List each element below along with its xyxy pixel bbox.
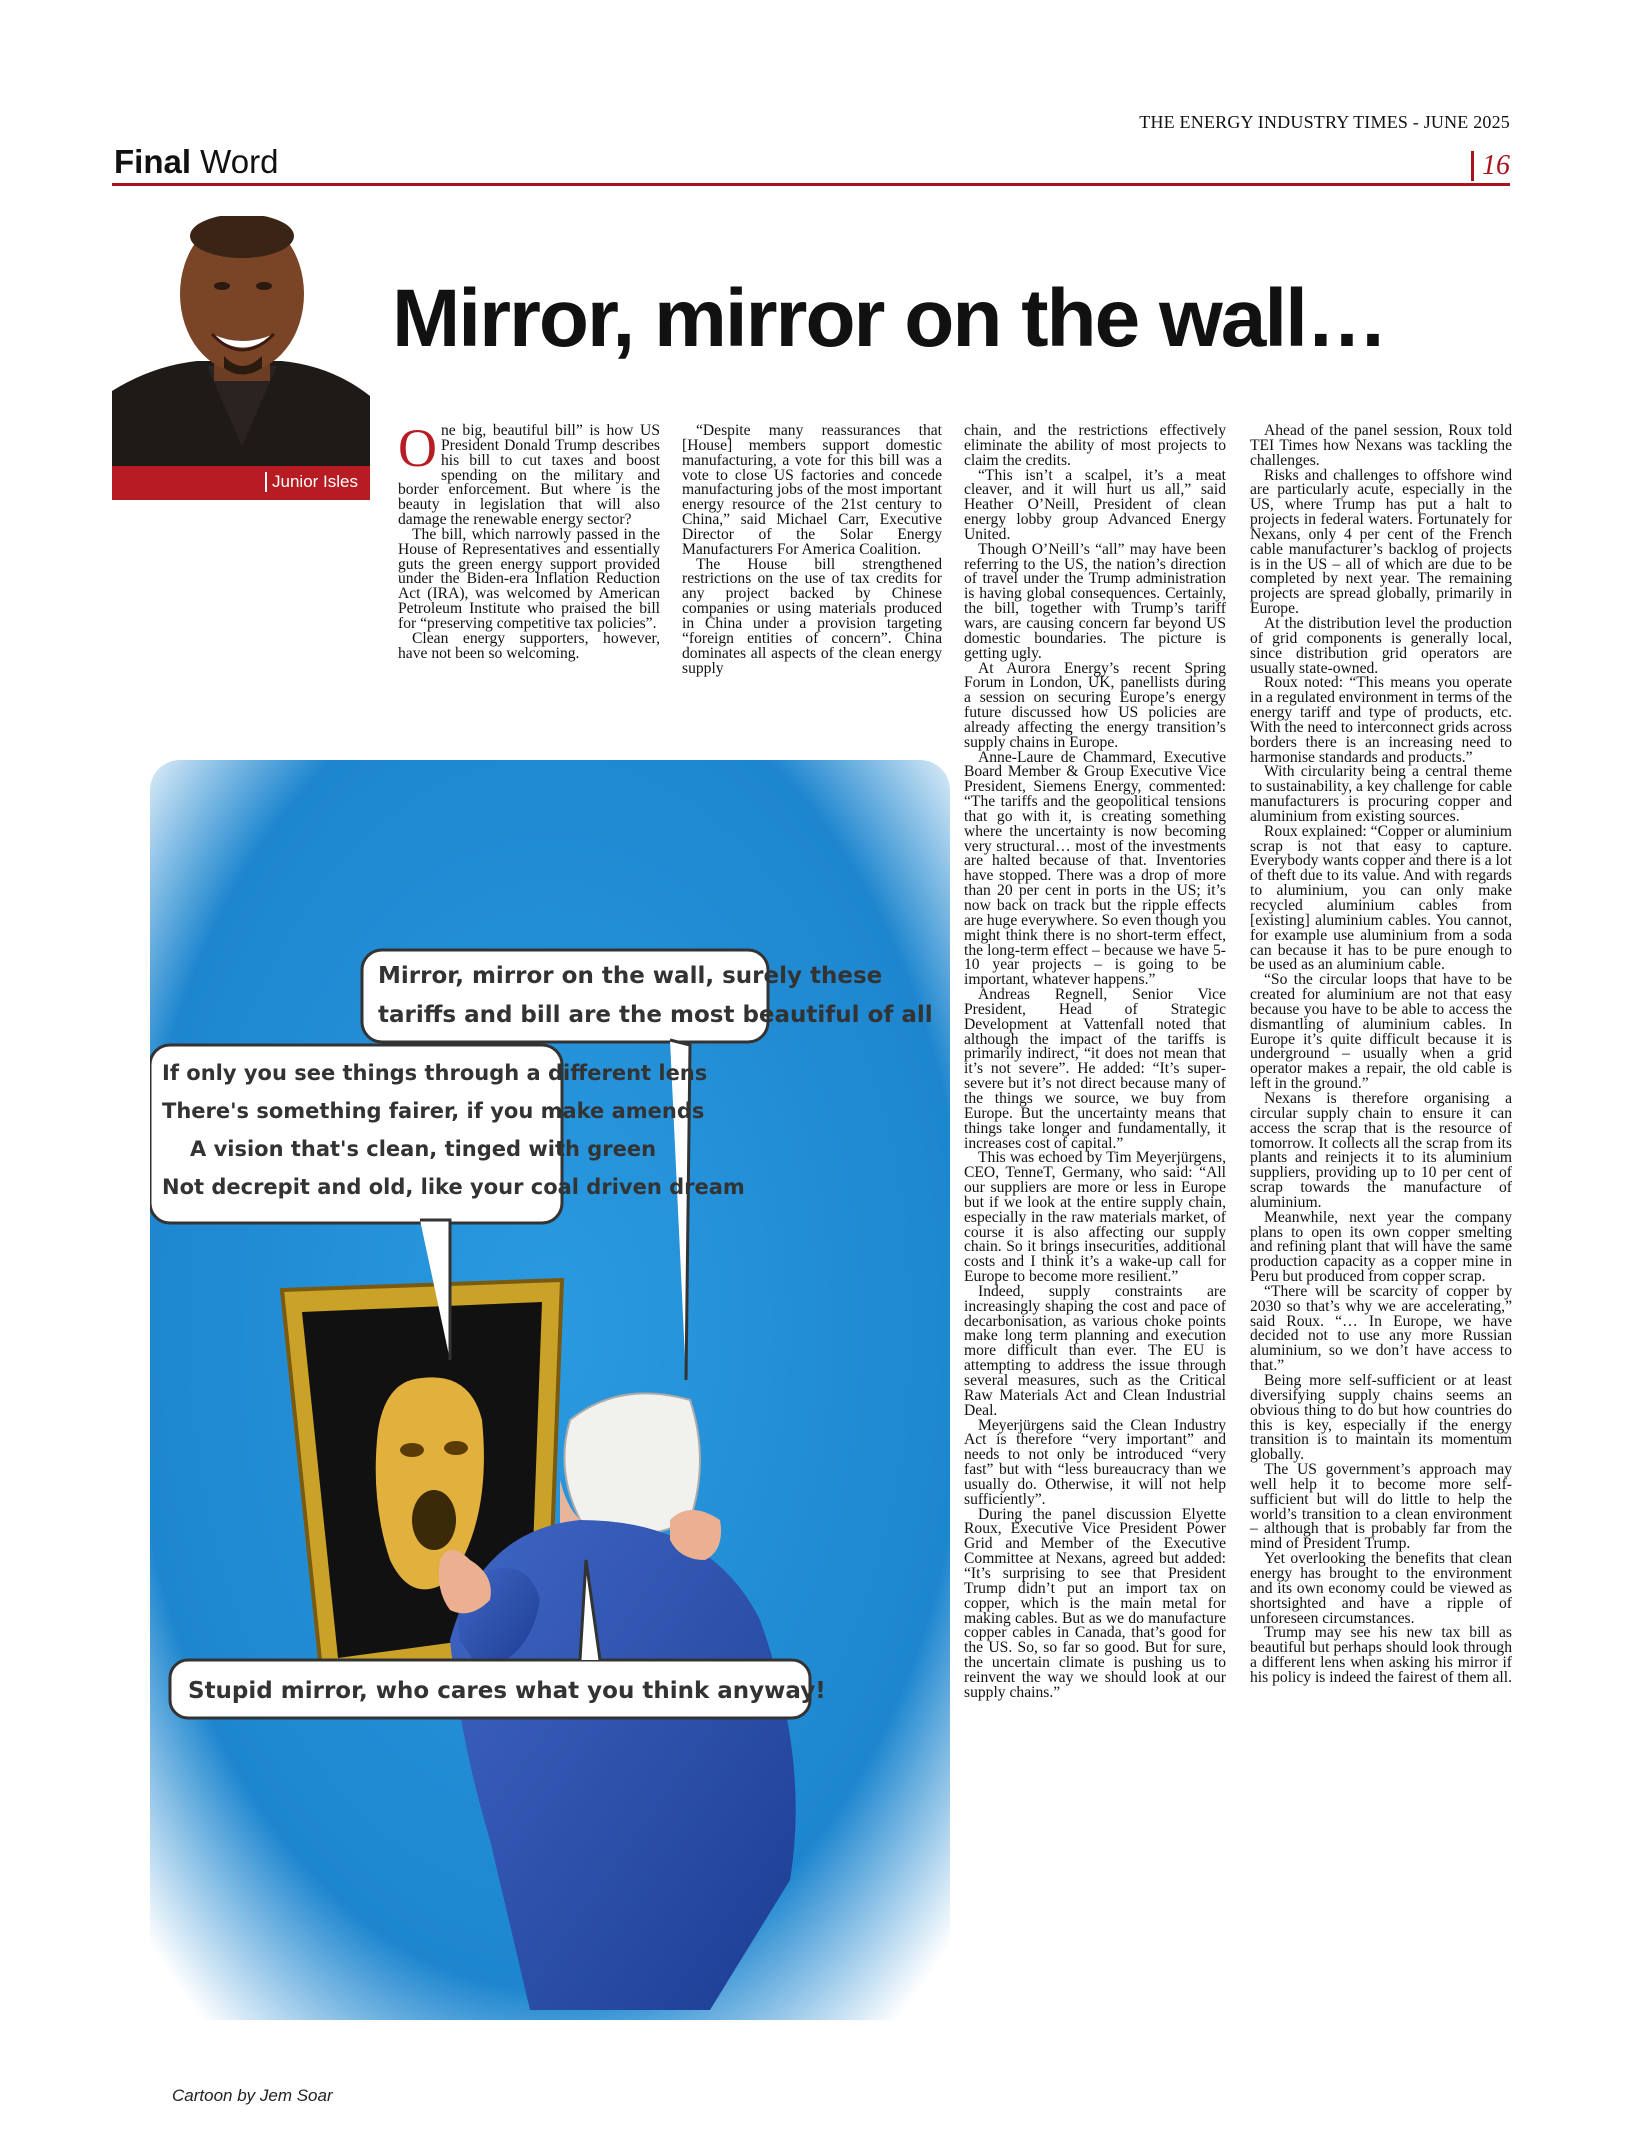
headline: Mirror, mirror on the wall…	[392, 273, 1386, 364]
article-column-1	[398, 418, 660, 662]
col3-para-8: Meyerjürgens said the Clean Industry Act is therefore “very important” and needs to not only be introduced “very fast” but with “less bureaucracy than we usually do. Otherwise, it will not help sufficiently”.	[964, 1416, 1226, 1508]
author-name: Junior Isles	[265, 472, 358, 492]
col2-para-2: The House bill strengthened restrictions on the use of tax credits for any project backed by Chinese companies or using materials produced in China under a provision targeting “foreign entities of concern”. China dominates all aspects of the clean energy supply	[682, 555, 942, 677]
col4-para-9: Meanwhile, next year the company plans to open its own copper smelting and refining plant that will have the same production capacity as a copper mine in Peru but produced from copper scrap.	[1250, 1208, 1512, 1286]
cartoon-credit: Cartoon by Jem Soar	[172, 2086, 333, 2105]
col4-para-4: Roux noted: “This means you operate in a regulated environment in terms of the energy tariff and type of products, etc. With the need to interconnect grids across borders there is an increasing need to harmonise standards and products.”	[1250, 674, 1512, 766]
bubble-1-line-2: tariffs and bill are the most beautiful of all	[378, 1002, 933, 1028]
dropcap: O	[398, 418, 437, 478]
col1-para-1	[398, 418, 660, 529]
col4-para-12: The US government’s approach may well help it to become more self-sufficient but will do little to help the world’s transition to a clean environment – although that is probably far from the mind of President Trump.	[1250, 1461, 1512, 1553]
col4-para-11: Being more self-sufficient or at least diversifying supply chains seems an obvious thing to do but how countries do this is key, especially if the energy transition is to maintain its momentum globally.	[1250, 1372, 1512, 1464]
col3-para-6: This was echoed by Tim Meyerjürgens, CEO, TenneT, Germany, who said: “All our suppliers are more or less in Europe but if we look at the entire supply chain, especially in the raw materials market, of course it is also affecting our supply chain. So it brings insecurities, additional costs and I think it’s a wake-up call for Europe to become more resilient.”	[964, 1149, 1226, 1286]
col3-para-2: Though O’Neill’s “all” may have been referring to the US, the nation’s direction of travel under the Trump administration is having global consequences. Certainly, the bill, together with Trump’s tariff wars, are causing concern far beyond US domestic boundaries. The picture is getting ugly.	[964, 540, 1226, 662]
cartoon	[150, 760, 950, 2020]
bubble-2-line-1: If only you see things through a different lens	[162, 1061, 708, 1085]
col3-para-1: “This isn’t a scalpel, it’s a meat cleaver, and it will hurt us all,” said Heather O’Neill, President of clean energy lobby group Advanced Energy United.	[964, 466, 1226, 543]
col4-para-8: Nexans is therefore organising a circular supply chain to ensure it can access the scrap that is the resource of tomorrow. It collects all the scrap from its plants and reinjects it to its aluminium suppliers, providing up to 10 per cent of scrap towards the manufacture of aluminium.	[1250, 1089, 1512, 1211]
section-title	[114, 143, 278, 181]
page-number: 16	[1471, 151, 1510, 181]
col3-lead: chain, and the restrictions effectively eliminate the ability of most projects to claim the credits.	[964, 422, 1226, 469]
bubble-2-line-2: There's something fairer, if you make amends	[162, 1099, 705, 1123]
section-title-bold: Final	[114, 143, 192, 180]
cartoon-illustration	[150, 760, 950, 2020]
bubble-2-line-4: Not decrepit and old, like your coal driven dream	[162, 1175, 745, 1199]
col4-para-1: Ahead of the panel session, Roux told TEI Times how Nexans was tackling the challenges.	[1250, 422, 1512, 469]
col3-para-7: Indeed, supply constraints are increasingly shaping the cost and pace of decarbonisation, as various choke points make long term planning and execution more difficult than ever. The EU is attempting to address the issue through several measures, such as the Critical Raw Materials Act and Clean Industrial Deal.	[964, 1282, 1226, 1419]
col1-para-1-text: ne big, beautiful bill” is how US President Donald Trump describes his bill to cut taxes and boost spending on the military and border enforcement. But where is the beauty in legislation that will also damage the renewable energy sector?	[398, 422, 660, 529]
section-title-regular: Word	[191, 143, 279, 180]
col3-para-4: Anne-Laure de Chammard, Executive Board Member & Group Executive Vice President, Siemens Energy, commented: “The tariffs and the geopolitical tensions that go with it, is creating something where the uncertainty is now becoming very structural… most of the investments are halted because of that. Inventories have stopped. There was a drop of more than 20 per cent in ports in the US; it’s now back on track but the ripple effects are huge everywhere. So even though you might think there is no short-term effect, the long-term effect – because we have 5-10 year projects – is going to be important, whatever happens.”	[964, 748, 1226, 989]
author-portrait	[112, 216, 370, 466]
bubble-3-line: Stupid mirror, who cares what you think anyway!	[188, 1678, 826, 1704]
author-photo	[112, 216, 370, 466]
section-bar	[112, 143, 1510, 186]
masthead: THE ENERGY INDUSTRY TIMES - JUNE 2025	[1139, 112, 1510, 132]
col4-para-10: “There will be scarcity of copper by 2030 so that’s why we are accelerating,” said Roux. “… In Europe, we have decided not to use any more Russian aluminium, so we don’t have access to that.”	[1250, 1282, 1512, 1375]
article-column-2	[682, 424, 942, 676]
col4-para-5: With circularity being a central theme to sustainability, a key challenge for cable manufacturers is procuring copper and aluminium from existing sources.	[1250, 763, 1512, 825]
col4-para-7: “So the circular loops that have to be created for aluminium are not that easy because you have to be able to access the dismantling of aluminium cables. In Europe it’s quite difficult because it is underground – usually when a grid operator makes a repair, the old cable is left in the ground.”	[1250, 971, 1512, 1093]
col1-para-3: Clean energy supporters, however, have not been so welcoming.	[398, 629, 660, 662]
col3-para-5: Andreas Regnell, Senior Vice President, Head of Strategic Development at Vattenfall noted that although the impact of the tariffs is primarily indirect, “it does not mean that it’s not severe”. He added: “It’s super-severe but it’s not direct because many of the things we source, we buy from Europe. But the uncertainty means that things take longer and fundamentally, it increases cost of capital.”	[964, 986, 1226, 1152]
col4-para-14: Trump may see his new tax bill as beautiful but perhaps should look through a different lens when asking his mirror if his policy is indeed the fairest of them all.	[1250, 1624, 1512, 1686]
col4-para-3: At the distribution level the production of grid components is generally local, since distribution grid operators are usually state-owned.	[1250, 614, 1512, 677]
col4-para-6: Roux explained: “Copper or aluminium scrap is not that easy to capture. Everybody wants copper and there is a lot of theft due to its value. And with regards to aluminium, you can only make recycled aluminium cables from [existing] aluminium cables. You cannot, for example use aluminium from a soda can because it has to be pure enough to be used as an aluminium cable.	[1250, 822, 1512, 974]
col3-para-9: During the panel discussion Elyette Roux, Executive Vice President Power Grid and Member of the Executive Committee at Nexans, agreed but added: “It’s surprising to see that President Trump didn’t put an import tax on copper, which is the main metal for making cables. But as we do manufacture copper cables in Canada, that’s good for the US. So, so far so good. But for sure, the uncertain climate is pushing us to reinvent the way we should look at our supply chains.”	[964, 1505, 1226, 1701]
col2-para-1: “Despite many reassurances that [House] members support domestic manufacturing, a vote for this bill was a vote to close US factories and concede manufacturing jobs of the most important energy resource of the 21st century to China,” said Michael Carr, Executive Director of the Solar Energy Manufacturers For America Coalition.	[682, 422, 942, 558]
col1-para-2: The bill, which narrowly passed in the House of Representatives and essentially guts the green energy support provided under the Biden-era Inflation Reduction Act (IRA), was welcomed by American Petroleum Institute who praised the bill for “preserving competitive tax policies”.	[398, 525, 660, 632]
col4-para-13: Yet overlooking the benefits that clean energy has brought to the environment and its own economy could be viewed as shortsighted and have a ripple of unforeseen circumstances.	[1250, 1550, 1512, 1627]
article-column-3	[964, 424, 1226, 1701]
author-bar	[112, 466, 370, 500]
article-column-4	[1250, 424, 1512, 1686]
col4-para-2: Risks and challenges to offshore wind are particularly acute, especially in the US, where Trump has put a halt to projects in federal waters. Fortunately for Nexans, only 4 per cent of the French cable manufacturer’s backlog of projects is in the US – all of which are due to be completed by next year. The remaining projects are spread globally, primarily in Europe.	[1250, 466, 1512, 618]
bubble-2-line-3: A vision that's clean, tinged with green	[190, 1137, 657, 1161]
col3-para-3: At Aurora Energy’s recent Spring Forum in London, UK, panellists during a session on securing Europe’s energy future discussed how US policies are already affecting the energy transition’s supply chains in Europe.	[964, 659, 1226, 751]
bubble-1-line-1: Mirror, mirror on the wall, surely these	[378, 963, 883, 989]
